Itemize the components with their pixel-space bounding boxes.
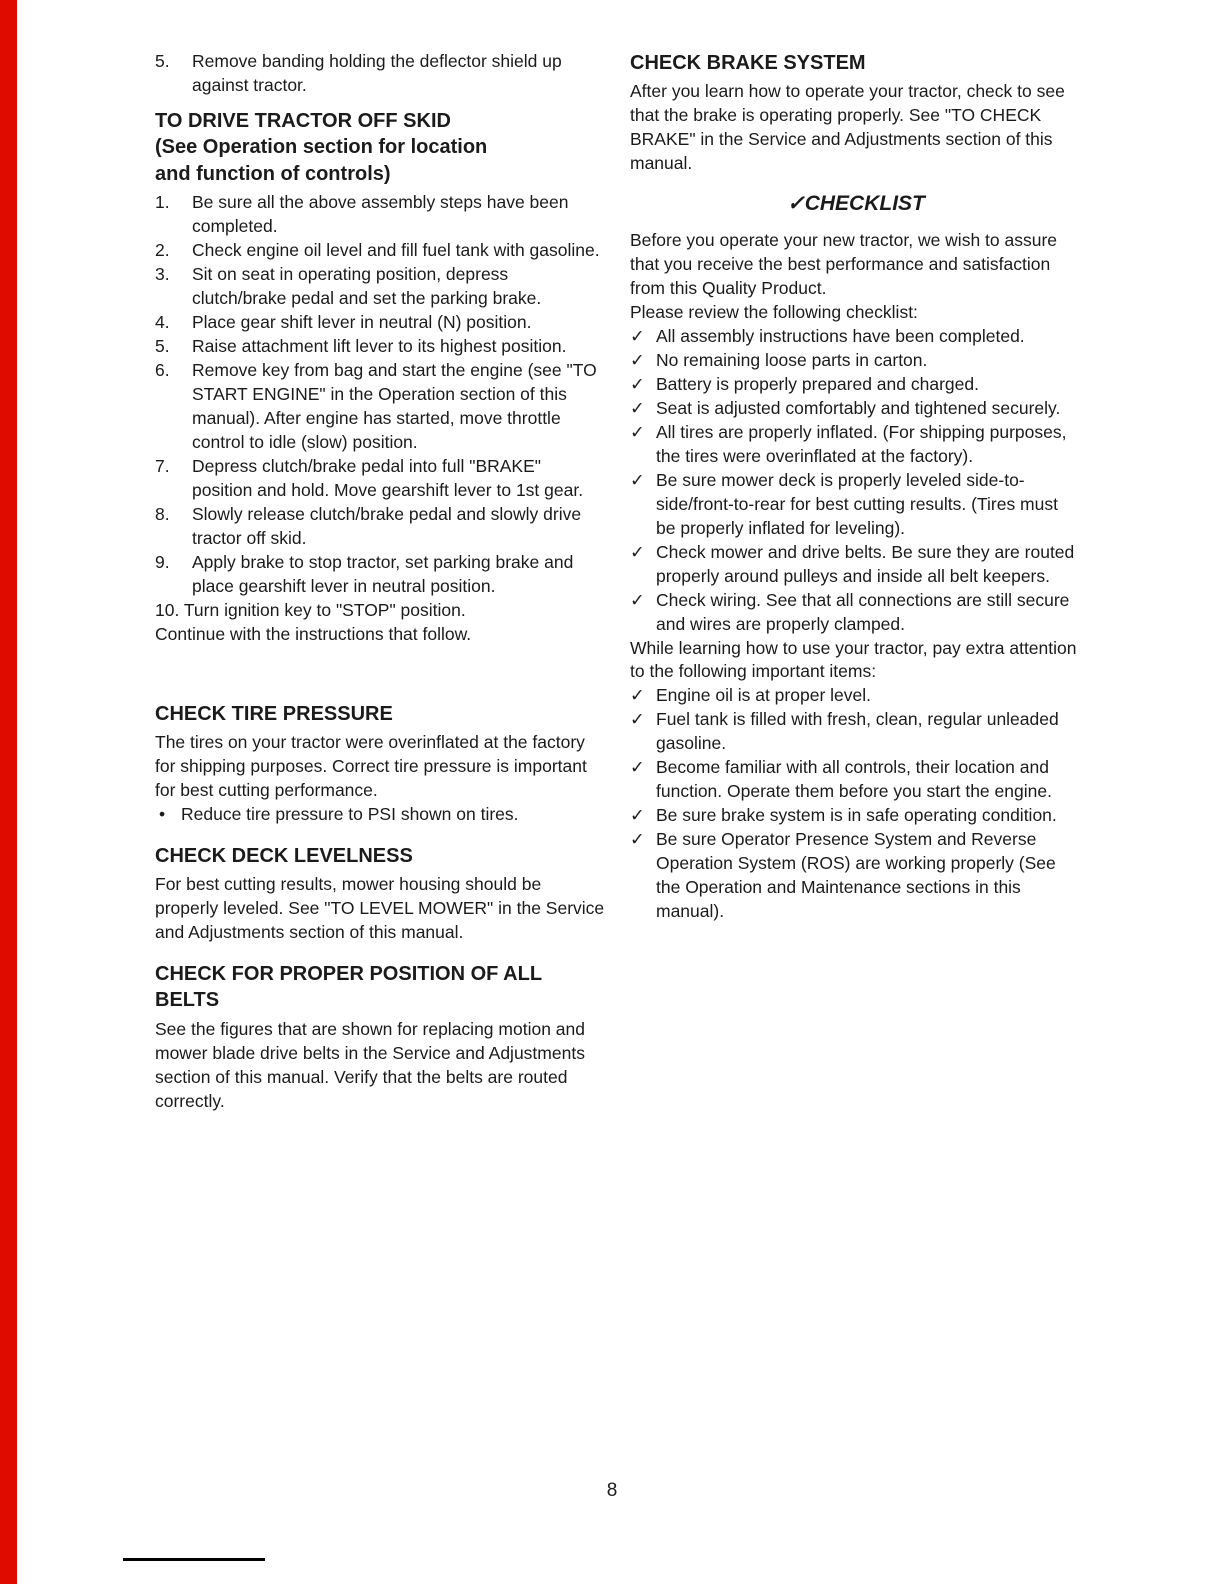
check-icon: ✓ bbox=[630, 469, 645, 490]
check-icon: ✓ bbox=[787, 192, 805, 216]
deck-levelness-body: For best cutting results, mower housing should be properly leveled. See "TO LEVEL MOWER" in the Service and Adjustments section of this manual. bbox=[155, 874, 605, 943]
check-icon: ✓ bbox=[630, 373, 645, 394]
checklist-item-text: All assembly instructions have been completed. bbox=[656, 325, 1025, 346]
checklist-item-text: Check wiring. See that all connections are still secure and wires are properly clamped. bbox=[656, 589, 1070, 634]
step-number: 9. bbox=[155, 551, 170, 572]
deck-levelness-heading: CHECK DECK LEVELNESS bbox=[155, 844, 413, 867]
left-edge-red-bar bbox=[0, 0, 17, 1584]
two-column-layout bbox=[155, 50, 1082, 1114]
drive-step bbox=[155, 263, 605, 311]
footer-rule bbox=[123, 1558, 265, 1561]
step-number: 4. bbox=[155, 311, 170, 332]
right-column bbox=[630, 50, 1082, 1114]
step-number: 3. bbox=[155, 264, 170, 285]
tire-pressure-bullet bbox=[155, 803, 605, 827]
step-number: 7. bbox=[155, 455, 170, 476]
drive-steps-list bbox=[155, 191, 605, 598]
belts-position-heading: CHECK FOR PROPER POSITION OF ALL BELTS bbox=[155, 963, 542, 1012]
check-icon: ✓ bbox=[630, 805, 645, 826]
drive-step bbox=[155, 455, 605, 503]
step-number: 6. bbox=[155, 359, 170, 380]
step-text: Depress clutch/brake pedal into full "BRAKE" position and hold. Move gearshift lever to 1st gear. bbox=[192, 455, 584, 500]
step-text: Check engine oil level and fill fuel tank with gasoline. bbox=[192, 240, 600, 261]
check-icon: ✓ bbox=[630, 421, 645, 442]
checklist-item bbox=[630, 421, 1082, 469]
step-number: 8. bbox=[155, 503, 170, 524]
check-icon: ✓ bbox=[630, 541, 645, 562]
step-text: Remove key from bag and start the engine (see "TO START ENGINE" in the Operation section of this manual). After engine has started, move throttle control to idle (slow) position. bbox=[192, 359, 597, 452]
checklist-item-text: Check mower and drive belts. Be sure they are routed properly around pulleys and inside all belt keepers. bbox=[656, 541, 1075, 586]
drive-step bbox=[155, 239, 605, 263]
step-text: Slowly release clutch/brake pedal and slowly drive tractor off skid. bbox=[192, 503, 582, 548]
checklist-item-text: Be sure mower deck is properly leveled side-to-side/front-to-rear for best cutting results. (Tires must be properly inflated for leveling). bbox=[656, 469, 1058, 538]
check-icon: ✓ bbox=[630, 325, 645, 346]
step-text: Remove banding holding the deflector shield up against tractor. bbox=[192, 51, 562, 95]
tire-pressure-heading: CHECK TIRE PRESSURE bbox=[155, 702, 393, 725]
checklist-item-text: Be sure Operator Presence System and Reverse Operation System (ROS) are working properly (See the Operation and Maintenance sections in this manual). bbox=[656, 829, 1056, 922]
step-text: Place gear shift lever in neutral (N) position. bbox=[192, 311, 532, 332]
step-text: Be sure all the above assembly steps have been completed. bbox=[192, 192, 569, 237]
step-number: 5. bbox=[155, 51, 170, 71]
heading-line-1: TO DRIVE TRACTOR OFF SKID bbox=[155, 109, 451, 132]
checklist-item bbox=[630, 325, 1082, 349]
checklist-item bbox=[630, 541, 1082, 589]
bullet-text: Reduce tire pressure to PSI shown on tires. bbox=[181, 803, 519, 824]
drive-step bbox=[155, 311, 605, 335]
drive-step bbox=[155, 551, 605, 599]
checklist-middle-text: While learning how to use your tractor, pay extra attention to the following important items: bbox=[630, 637, 1077, 682]
belts-position-body: See the figures that are shown for replacing motion and mower blade drive belts in the Service and Adjustments section of this manual. Verify that the belts are routed correctly. bbox=[155, 1018, 585, 1111]
checklist-item-text: Seat is adjusted comfortably and tightened securely. bbox=[656, 397, 1061, 418]
brake-system-heading: CHECK BRAKE SYSTEM bbox=[630, 52, 866, 74]
drive-step bbox=[155, 503, 605, 551]
bullet-glyph: • bbox=[159, 803, 166, 824]
checklist-item-text: Battery is properly prepared and charged. bbox=[656, 373, 979, 394]
checklist-item-text: Be sure brake system is in safe operating condition. bbox=[656, 805, 1057, 826]
checklist-heading bbox=[630, 190, 1082, 219]
left-column bbox=[155, 50, 605, 1114]
checklist-item bbox=[630, 589, 1082, 637]
step-text: Raise attachment lift lever to its highest position. bbox=[192, 335, 567, 356]
assembly-step-5 bbox=[155, 50, 605, 98]
step-number: 2. bbox=[155, 240, 170, 261]
checklist-item bbox=[630, 828, 1082, 924]
check-icon: ✓ bbox=[630, 709, 645, 730]
heading-line-3: and function of controls) bbox=[155, 162, 391, 185]
checklist-item bbox=[630, 708, 1082, 756]
drive-step bbox=[155, 359, 605, 455]
checklist-item-text: Become familiar with all controls, their location and function. Operate them before you start the engine. bbox=[656, 757, 1052, 802]
checklist-items bbox=[630, 325, 1082, 637]
checklist-item-text: Engine oil is at proper level. bbox=[656, 685, 871, 706]
step-text: Sit on seat in operating position, depress clutch/brake pedal and set the parking brake. bbox=[192, 264, 542, 308]
check-icon: ✓ bbox=[630, 829, 645, 850]
heading-line-2: (See Operation section for location bbox=[155, 136, 488, 159]
drive-step-10: 10. Turn ignition key to "STOP" position. bbox=[155, 599, 466, 620]
checklist-item bbox=[630, 804, 1082, 828]
checklist-intro: Before you operate your new tractor, we wish to assure that you receive the best performance and satisfaction from this Quality Product. bbox=[630, 230, 1058, 298]
drive-tractor-heading bbox=[155, 108, 605, 187]
drive-step bbox=[155, 335, 605, 359]
check-icon: ✓ bbox=[630, 685, 645, 706]
check-icon: ✓ bbox=[630, 349, 645, 370]
page-number: 8 bbox=[606, 1480, 618, 1501]
checklist-item-text: Fuel tank is filled with fresh, clean, regular unleaded gasoline. bbox=[656, 709, 1059, 754]
checklist-item bbox=[630, 469, 1082, 541]
drive-closing-text: Continue with the instructions that follow. bbox=[155, 623, 472, 644]
checklist-item bbox=[630, 373, 1082, 397]
checklist-item-text: All tires are properly inflated. (For shipping purposes, the tires were overinflated at the factory). bbox=[656, 421, 1067, 466]
brake-system-body: After you learn how to operate your tractor, check to see that the brake is operating properly. See "TO CHECK BRAKE" in the Service and Adjustments section of this manual. bbox=[630, 81, 1065, 174]
drive-step bbox=[155, 191, 605, 239]
checklist-item bbox=[630, 349, 1082, 373]
tire-pressure-body: The tires on your tractor were overinflated at the factory for shipping purposes. Correct tire pressure is important for best cutting performance. bbox=[155, 731, 587, 800]
step-number: 5. bbox=[155, 335, 170, 356]
checklist-item bbox=[630, 684, 1082, 708]
checklist-item bbox=[630, 397, 1082, 421]
check-icon: ✓ bbox=[630, 757, 645, 778]
checklist-heading-text: CHECKLIST bbox=[804, 192, 925, 216]
checklist-items-2 bbox=[630, 684, 1082, 924]
checklist-item bbox=[630, 756, 1082, 804]
check-icon: ✓ bbox=[630, 589, 645, 610]
check-icon: ✓ bbox=[630, 397, 645, 418]
checklist-review-line: Please review the following checklist: bbox=[630, 301, 918, 322]
step-text: Apply brake to stop tractor, set parking brake and place gearshift lever in neutral position. bbox=[192, 551, 574, 596]
checklist-item-text: No remaining loose parts in carton. bbox=[656, 349, 928, 370]
step-number: 1. bbox=[155, 192, 170, 213]
